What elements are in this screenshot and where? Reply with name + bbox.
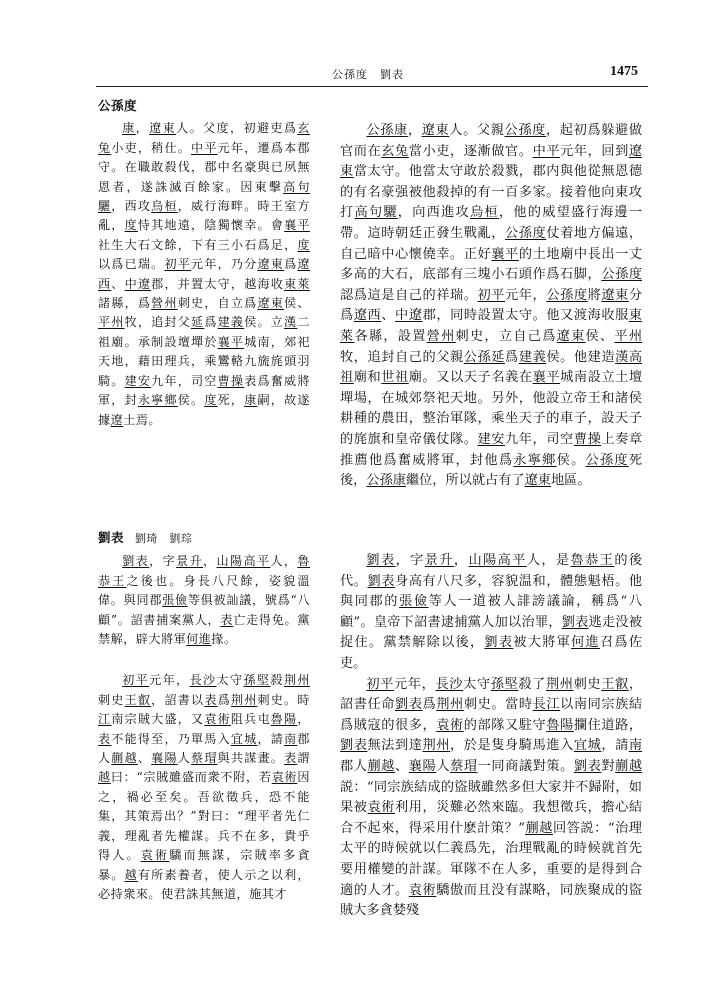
proper-noun: 襄平	[532, 370, 561, 386]
text-run: 郡，并置太守，越海收	[151, 276, 285, 291]
proper-noun: 表	[220, 612, 234, 627]
proper-noun: 遼西	[353, 308, 382, 324]
proper-noun: 袁術	[367, 800, 396, 816]
text-run: 回答説：“治理太平的時候就以仁義爲先，治理戰亂的時候就首先要用權變的計謀。軍隊不在人多，重要的是得到合適的人才。	[340, 820, 642, 898]
text-run: 太守	[216, 673, 244, 688]
text-run: 認爲這是自己的祥瑞。	[340, 287, 478, 303]
proper-noun: 荆州	[545, 676, 574, 692]
text-run: 人。父親	[449, 123, 505, 138]
text-run: 因之，禍必至矣。吾欲徵兵，恐不能集，其策焉出？”對曰：“理平者先仁義，理亂者先權謀。兵不在多，貴乎得人。	[98, 770, 310, 863]
proper-noun: 公孫度	[504, 123, 546, 138]
proper-noun: 魯陽	[270, 712, 298, 727]
proper-noun: 康	[122, 121, 136, 136]
text-run: ，字	[395, 553, 425, 568]
text-run: 刺史	[98, 692, 125, 707]
proper-noun: 魯陽	[546, 717, 574, 733]
text-run: 將	[587, 287, 602, 303]
proper-noun: 劉表	[395, 697, 423, 713]
proper-noun: 襄平	[284, 218, 310, 233]
text-run: 等俱被訕議，號爲“八顧”。詔書捕案黨人，	[98, 593, 310, 627]
text-run: 元年，乃分	[191, 257, 258, 272]
proper-noun: 烏桓	[151, 199, 178, 214]
proper-noun: 魯恭王	[98, 554, 310, 588]
proper-noun: 表	[98, 731, 112, 746]
proper-noun: 高句驪	[354, 205, 398, 221]
text-run: ，	[203, 554, 217, 569]
proper-noun: 玄兔	[98, 121, 310, 155]
text-run: 侯。	[177, 393, 205, 408]
proper-noun: 東萊	[284, 276, 310, 291]
text-run: 、	[111, 276, 125, 291]
proper-noun: 蔡瑁	[450, 758, 478, 774]
proper-noun: 山陽	[468, 553, 498, 568]
text-run: ，他的威望盛行海邊一帶。這時朝廷正發生戰亂，	[340, 205, 643, 241]
text-run: 人	[436, 758, 451, 774]
proper-noun: 劉表	[484, 635, 514, 651]
text-run: 仗着地方偏遠，自己暗中心懷僥幸。正好	[340, 225, 643, 262]
text-run: 刺史	[573, 676, 602, 692]
text-run: 身高有八尺多，容貌温和，體態魁梧。他與同郡的	[340, 573, 643, 610]
proper-noun: 景升	[424, 553, 454, 568]
text-run: 牧，追封父	[124, 315, 192, 330]
proper-noun: 烏桓	[469, 205, 499, 221]
text-run: ，詔書以	[151, 692, 205, 707]
text-run: 社生大石文餘，下有三小石爲足，	[98, 237, 298, 252]
text-run: 等人一道被人誹謗議論，稱爲“八顧”。皇帝下詔書逮捕黨人加以治罪，	[340, 594, 643, 630]
proper-noun: 公孫度	[546, 287, 588, 303]
text-run: 侯。立	[244, 315, 285, 330]
left-section-gongsun-du	[98, 96, 310, 430]
text-run: 表爲奮威將軍，封	[98, 373, 310, 408]
proper-noun: 長沙	[189, 673, 217, 688]
text-run: 元年，回到	[560, 143, 629, 159]
proper-noun: 袁術	[140, 848, 170, 863]
section-subtitle: 劉琦 劉琮	[134, 532, 193, 545]
proper-noun: 中遼	[395, 308, 423, 324]
text-run: 殺	[270, 673, 284, 688]
proper-noun: 荆州	[230, 692, 258, 707]
proper-noun: 長沙	[435, 676, 464, 692]
text-run: 以南同宗族結爲賊寇的很多，	[340, 697, 643, 733]
text-run: 人，	[270, 554, 298, 569]
proper-noun: 中平	[532, 143, 561, 159]
proper-noun: 袁術	[204, 712, 231, 727]
proper-noun: 張儉	[162, 593, 188, 608]
text-run: 人	[177, 751, 192, 766]
text-run: 死，	[217, 393, 245, 408]
proper-noun: 遼東	[601, 287, 629, 303]
text-run: 侯。他建造	[546, 349, 616, 365]
text-run: ，起初爲躲避做官而在	[340, 123, 643, 159]
text-run: 、	[137, 751, 152, 766]
text-run: 上奏章推薦他爲奮威將軍，封他爲	[340, 431, 643, 468]
proper-noun: 遼東	[421, 123, 450, 138]
proper-noun: 遼東	[257, 257, 285, 272]
text-run: 各縣，設置	[354, 328, 427, 344]
text-run: ，請	[601, 738, 629, 754]
text-run: 刺史，自立爲	[177, 296, 258, 311]
proper-noun: 曹操	[217, 373, 245, 388]
proper-noun: 襄平	[217, 334, 245, 349]
text-run: ，於是隻身騎馬進入	[450, 738, 574, 754]
text-run: 土焉。	[123, 412, 162, 427]
text-run: 二祖廟。承制設壇墠於	[98, 315, 310, 349]
right-section-gongsun-du	[340, 121, 642, 492]
proper-noun: 高句驪	[98, 179, 310, 214]
text-run: 恃其地遠，陰獨懷幸。會	[137, 218, 285, 233]
text-run: 、	[395, 758, 409, 774]
text-run: 九年，司空	[505, 431, 574, 447]
text-run: ，向西進攻	[397, 205, 470, 221]
proper-noun: 蒯越	[367, 758, 396, 774]
text-run: 的土地廟中長出一丈多高的大石，底部有三塊小石頭作爲石脚，	[340, 246, 643, 283]
text-run: 嗣，故遂據	[98, 393, 310, 427]
text-run: 有所素養者，使人示之以利，必持衆來。使君誅其無道，施其才	[98, 867, 310, 901]
section-title: 公孫度	[98, 98, 138, 113]
classical-paragraph	[98, 552, 310, 649]
proper-noun: 荆州	[422, 738, 451, 754]
proper-noun: 建安	[477, 431, 506, 447]
right-section-liu-biao	[340, 551, 642, 922]
proper-noun: 度	[204, 393, 218, 408]
proper-noun: 劉表	[366, 553, 396, 568]
proper-noun: 初平	[366, 676, 395, 692]
text-run: 太守	[463, 676, 491, 692]
text-run: 殺了	[518, 676, 546, 692]
page-number: 1475	[610, 64, 638, 79]
text-run: 人。父度，初避吏爲	[176, 121, 298, 136]
text-run: 掾。	[211, 632, 237, 647]
proper-noun: 何進	[571, 635, 600, 651]
proper-noun: 遼東	[340, 143, 643, 180]
proper-noun: 營州	[426, 328, 456, 344]
proper-noun: 永寧鄉	[513, 452, 557, 468]
text-run: 郡，同時設置太守。他又渡海收服	[422, 308, 629, 324]
proper-noun: 中遼	[124, 276, 152, 291]
text-run: 不能得至，乃單馬入	[111, 731, 231, 746]
proper-noun: 建安	[124, 373, 152, 388]
text-run: 阻兵屯	[230, 712, 271, 727]
proper-noun: 襄平	[491, 246, 519, 262]
proper-noun: 劉表	[573, 758, 602, 774]
text-run: 郡人	[340, 758, 368, 774]
text-run: ，詔書任命	[340, 676, 643, 713]
proper-noun: 何進	[186, 632, 212, 647]
text-run: 爲	[505, 349, 519, 365]
proper-noun: 曹操	[573, 431, 602, 447]
translation-paragraph	[340, 675, 642, 922]
proper-noun: 袁術	[436, 717, 464, 733]
text-run: 曰：“宗賊雖盛而衆不附，若	[110, 770, 272, 785]
text-run: 説：“同宗族結成的盜賊雖然多但大家并不歸附，如果被	[340, 779, 642, 816]
proper-noun: 公孫康	[366, 473, 406, 489]
proper-noun: 江	[98, 712, 112, 727]
proper-noun: 蔡瑁	[191, 751, 218, 766]
proper-noun: 荆州	[436, 697, 464, 713]
proper-noun: 景升	[176, 554, 204, 569]
translation-paragraph	[340, 121, 642, 492]
text-run: 被大將軍	[513, 635, 572, 651]
proper-noun: 南	[628, 738, 643, 754]
text-run: ，字	[149, 554, 177, 569]
text-run: ，	[135, 121, 150, 136]
proper-noun: 荆州	[283, 673, 310, 688]
translation-paragraph	[340, 551, 642, 675]
proper-noun: 高平	[497, 553, 527, 568]
proper-noun: 平州	[98, 315, 125, 330]
text-run: 逃走没被捉住。黨禁解除以後，	[340, 614, 642, 651]
header-rule	[96, 86, 648, 87]
proper-noun: 初平	[122, 673, 150, 688]
running-title: 公孫度 劉表	[332, 68, 404, 81]
text-run: 爲	[422, 697, 437, 713]
text-run: 刺史。當時	[463, 697, 533, 713]
text-run: 侯。	[556, 452, 586, 468]
proper-noun: 表	[204, 692, 218, 707]
proper-noun: 遼東	[257, 296, 285, 311]
proper-noun: 宜城	[230, 731, 258, 746]
text-run: 分爲	[340, 287, 643, 324]
text-run: 當小吏，逐漸做官。	[408, 143, 533, 159]
text-run: 、	[381, 308, 396, 324]
text-run: 牧，追封自己的父親	[340, 349, 464, 365]
proper-noun: 建義	[217, 315, 245, 330]
text-run: 驕傲而且没有謀略，同族聚成的盜賊大多貪婪殘	[340, 882, 643, 919]
text-run: 對	[601, 758, 616, 774]
proper-noun: 劉表	[122, 554, 150, 569]
classical-paragraph	[98, 671, 310, 904]
text-run: 元年，遷爲本郡守。在職敢殺伐，郡中名豪與已夙無恩者，遂誅滅百餘家。因東擊	[98, 140, 310, 194]
proper-noun: 遼西	[98, 257, 310, 291]
classical-paragraph	[98, 119, 310, 430]
proper-noun: 高平	[243, 554, 271, 569]
proper-noun: 袁術	[271, 770, 298, 785]
text-run: 郡人	[98, 731, 310, 766]
section-title-main: 劉表	[98, 530, 125, 545]
proper-noun: 公孫度	[585, 452, 629, 468]
proper-noun: 中平	[191, 140, 218, 155]
proper-noun: 越	[124, 867, 138, 882]
proper-noun: 公孫度	[601, 267, 643, 283]
proper-noun: 長江	[532, 697, 561, 713]
proper-noun: 劉表	[367, 573, 396, 589]
proper-noun: 張儉	[399, 594, 429, 610]
proper-noun: 建義	[518, 349, 547, 365]
proper-noun: 平州	[614, 328, 643, 344]
text-run: 之後也。身長八尺餘，姿貌溫偉。與同郡	[98, 573, 310, 608]
text-run: 侯、	[585, 328, 615, 344]
proper-noun: 初平	[164, 257, 192, 272]
text-run: 元年，	[394, 676, 436, 692]
text-run: 死後，	[340, 452, 643, 489]
proper-noun: 南	[284, 731, 298, 746]
proper-noun: 遼東	[556, 328, 586, 344]
proper-noun: 蒯越	[525, 820, 553, 836]
proper-noun: 襄陽	[408, 758, 437, 774]
section-title	[98, 528, 310, 548]
text-run: 爲	[217, 692, 231, 707]
proper-noun: 袁術	[408, 882, 437, 898]
proper-noun: 玄兔	[381, 143, 409, 159]
text-run: 攔住道路，	[573, 717, 643, 733]
text-run: 元年，	[149, 673, 190, 688]
proper-noun: 山陽	[216, 554, 244, 569]
proper-noun: 度	[297, 237, 310, 252]
proper-noun: 蒯越	[615, 758, 643, 774]
proper-noun: 康	[244, 393, 258, 408]
proper-noun: 遼東	[524, 473, 551, 489]
proper-noun: 孫堅	[243, 673, 271, 688]
proper-noun: 高祖	[340, 349, 643, 386]
text-run: 一同商議對策。	[477, 758, 574, 774]
page-header	[96, 62, 648, 86]
text-run: 南宗賊大盛，又	[111, 712, 205, 727]
proper-noun: 世祖	[381, 370, 409, 386]
text-run: 繼位，所以就占有了	[405, 473, 525, 489]
text-run: 召爲佐吏。	[340, 635, 643, 671]
text-run: 的後代。	[340, 553, 643, 589]
proper-noun: 王叡	[601, 676, 629, 692]
text-run: 城南，郊祀天地，藉田理兵，乘鸞輅九旒旄頭羽騎。	[98, 334, 310, 388]
text-run: 地區。	[551, 473, 591, 489]
proper-noun: 孫堅	[490, 676, 519, 692]
text-run: 的部隊又駐守	[463, 717, 547, 733]
text-run: 九年，司空	[151, 373, 218, 388]
proper-noun: 漢	[615, 349, 629, 365]
proper-noun: 遼	[110, 412, 124, 427]
proper-noun: 王叡	[124, 692, 152, 707]
proper-noun: 東萊	[340, 308, 643, 344]
proper-noun: 魯恭王	[570, 553, 615, 568]
proper-noun: 營州	[151, 296, 178, 311]
text-run: 與共謀畫。	[217, 751, 285, 766]
proper-noun: 延	[191, 315, 205, 330]
proper-noun: 表	[284, 751, 298, 766]
proper-noun: 襄陽	[151, 751, 178, 766]
text-run: ，	[407, 123, 422, 138]
proper-noun: 宜城	[573, 738, 602, 754]
text-run: 廟和	[353, 370, 382, 386]
proper-noun: 永寧鄉	[137, 393, 178, 408]
text-run: 諸縣，爲	[98, 296, 152, 311]
text-run: 城南設立土壇墠場，在城郊祭祀天地。另外，他設立帝王和諸侯耕種的農田，整治軍隊，乘坐天子的車子，設天子的旄旗和皇帝儀仗隊。	[340, 370, 643, 447]
text-run: 亡走得免。黨禁解，辟大將軍	[98, 612, 310, 647]
text-run: 侯、	[284, 296, 310, 311]
text-run: 謂	[297, 751, 310, 766]
proper-noun: 漢	[284, 315, 298, 330]
text-run: 驕而無謀，宗賊率多貪暴。	[98, 848, 310, 882]
text-run: 廟。又以天子名義在	[408, 370, 533, 386]
proper-noun: 公孫度	[505, 225, 547, 241]
text-run: 利用，災難必然來臨。我想徵兵，擔心結合不起來，得采用什麽計策？”	[340, 800, 643, 836]
proper-noun: 劉表	[340, 738, 368, 754]
text-run: 爲	[204, 315, 218, 330]
text-run: 以爲已瑞。	[98, 257, 165, 272]
text-run: 當太守。他當太守敢於殺戮，郡内與他從無恩德的有名豪强被他殺掉的有一百多家。接着他向東攻打	[340, 164, 643, 221]
proper-noun: 初平	[477, 287, 506, 303]
proper-noun: 蒯越	[111, 751, 138, 766]
proper-noun: 公孫延	[463, 349, 506, 365]
text-run: 刺史。時	[257, 692, 310, 707]
text-run: 無法到達	[367, 738, 423, 754]
text-run: ，	[453, 553, 469, 568]
text-run: 小吏，稍仕。	[111, 140, 192, 155]
text-run: ，請	[257, 731, 285, 746]
proper-noun: 度	[124, 218, 138, 233]
text-run: 刺史，立自己爲	[455, 328, 557, 344]
text-run: 人，是	[526, 553, 571, 568]
text-run: ，威行海畔。時王室方亂，	[98, 199, 310, 233]
text-run: 爲	[284, 257, 298, 272]
left-section-liu-biao	[98, 528, 310, 904]
proper-noun: 遼東	[149, 121, 177, 136]
proper-noun: 越	[98, 770, 111, 785]
text-run: ，西攻	[111, 199, 152, 214]
proper-noun: 劉表	[561, 614, 589, 630]
text-run: ，	[297, 712, 310, 727]
text-run: 元年，	[505, 287, 547, 303]
proper-noun: 公孫康	[366, 123, 408, 138]
